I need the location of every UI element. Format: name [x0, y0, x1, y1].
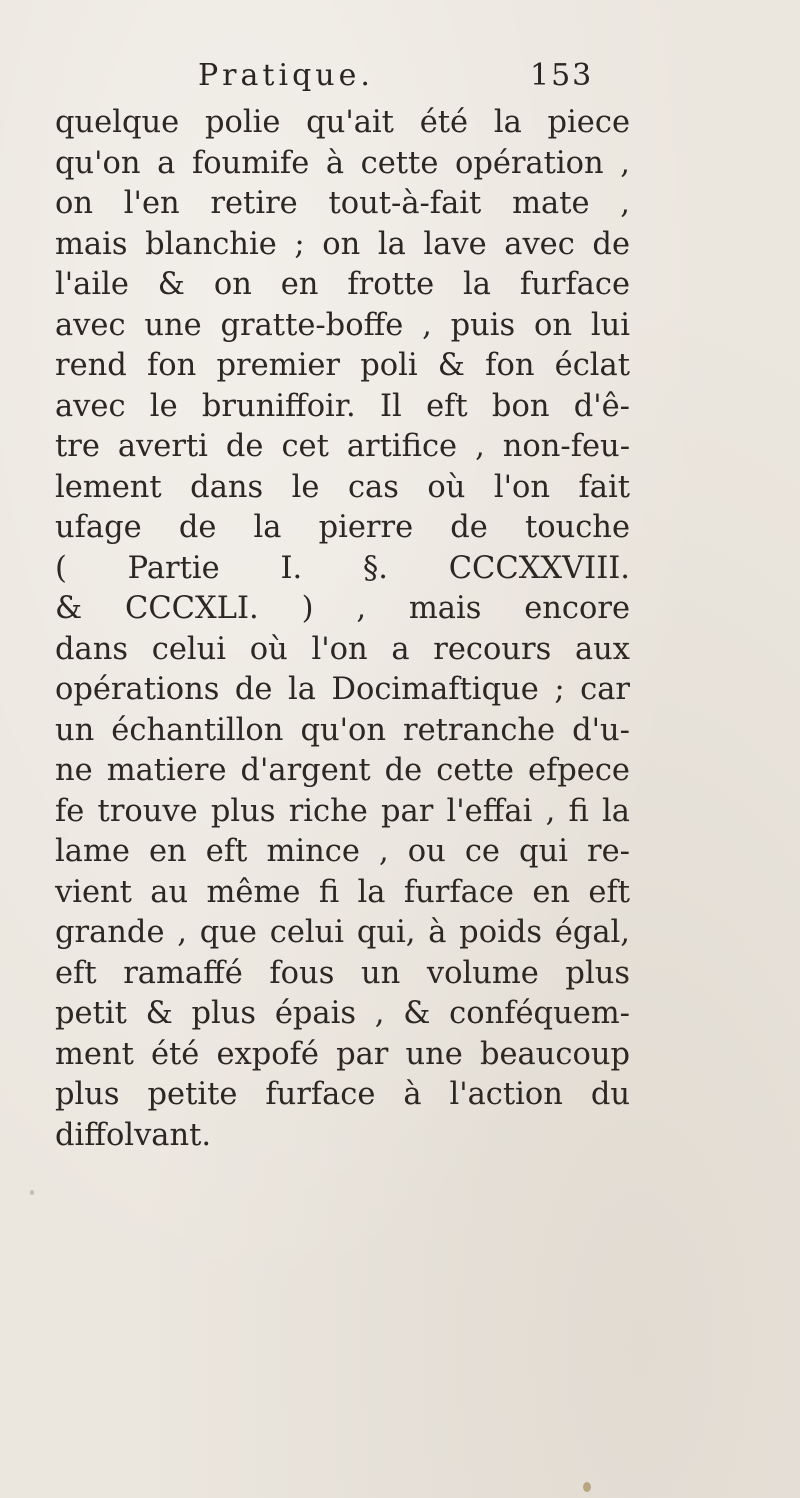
- text-line: vient au même fi la furface en eft: [55, 874, 630, 910]
- text-line: avec une gratte-boffe , puis on lui: [55, 307, 630, 343]
- page-number: 153: [530, 58, 594, 93]
- paper-stain: [30, 1190, 34, 1195]
- running-head: Pratique.: [198, 58, 374, 93]
- text-line: eft ramaffé fous un volume plus: [55, 955, 630, 991]
- text-line: opérations de la Docimaftique ; car: [55, 672, 630, 707]
- text-line: quelque polie qu'ait été la piece: [55, 105, 630, 140]
- text-line: on l'en retire tout-à-fait mate ,: [55, 186, 630, 221]
- body-text: [55, 103, 630, 1156]
- text-line: un échantillon qu'on retranche d'u-: [55, 712, 630, 748]
- text-line: & CCCXLI. ) , mais encore: [55, 591, 630, 626]
- text-line: tre averti de cet artifice , non-feu-: [55, 429, 630, 464]
- paper-stain: [583, 1482, 591, 1492]
- text-line: qu'on a foumife à cette opération ,: [55, 145, 630, 181]
- text-line: dans celui où l'on a recours aux: [55, 631, 630, 667]
- text-line: petit & plus épais , & conféquem-: [55, 996, 630, 1031]
- text-line: mais blanchie ; on la lave avec de: [55, 226, 630, 262]
- text-line: avec le bruniffoir. Il eft bon d'ê-: [55, 388, 630, 424]
- text-line: l'aile & on en frotte la furface: [55, 267, 630, 302]
- text-line: plus petite furface à l'action du: [55, 1077, 630, 1112]
- text-line: ment été expofé par une beaucoup: [55, 1036, 630, 1072]
- text-line: fe trouve plus riche par l'effai , fi la: [55, 793, 630, 829]
- text-line: ne matiere d'argent de cette efpece: [55, 753, 630, 788]
- text-line: ufage de la pierre de touche: [55, 510, 630, 545]
- text-line: lement dans le cas où l'on fait: [55, 469, 630, 505]
- text-line: rend fon premier poli & fon éclat: [55, 348, 630, 383]
- text-line: grande , que celui qui, à poids égal,: [55, 915, 630, 950]
- text-line: ( Partie I. §. CCCXXVIII.: [55, 550, 630, 586]
- text-line: lame en eft mince , ou ce qui re-: [55, 834, 630, 869]
- text-line: diffolvant.: [55, 1117, 212, 1153]
- page-header: [0, 58, 800, 108]
